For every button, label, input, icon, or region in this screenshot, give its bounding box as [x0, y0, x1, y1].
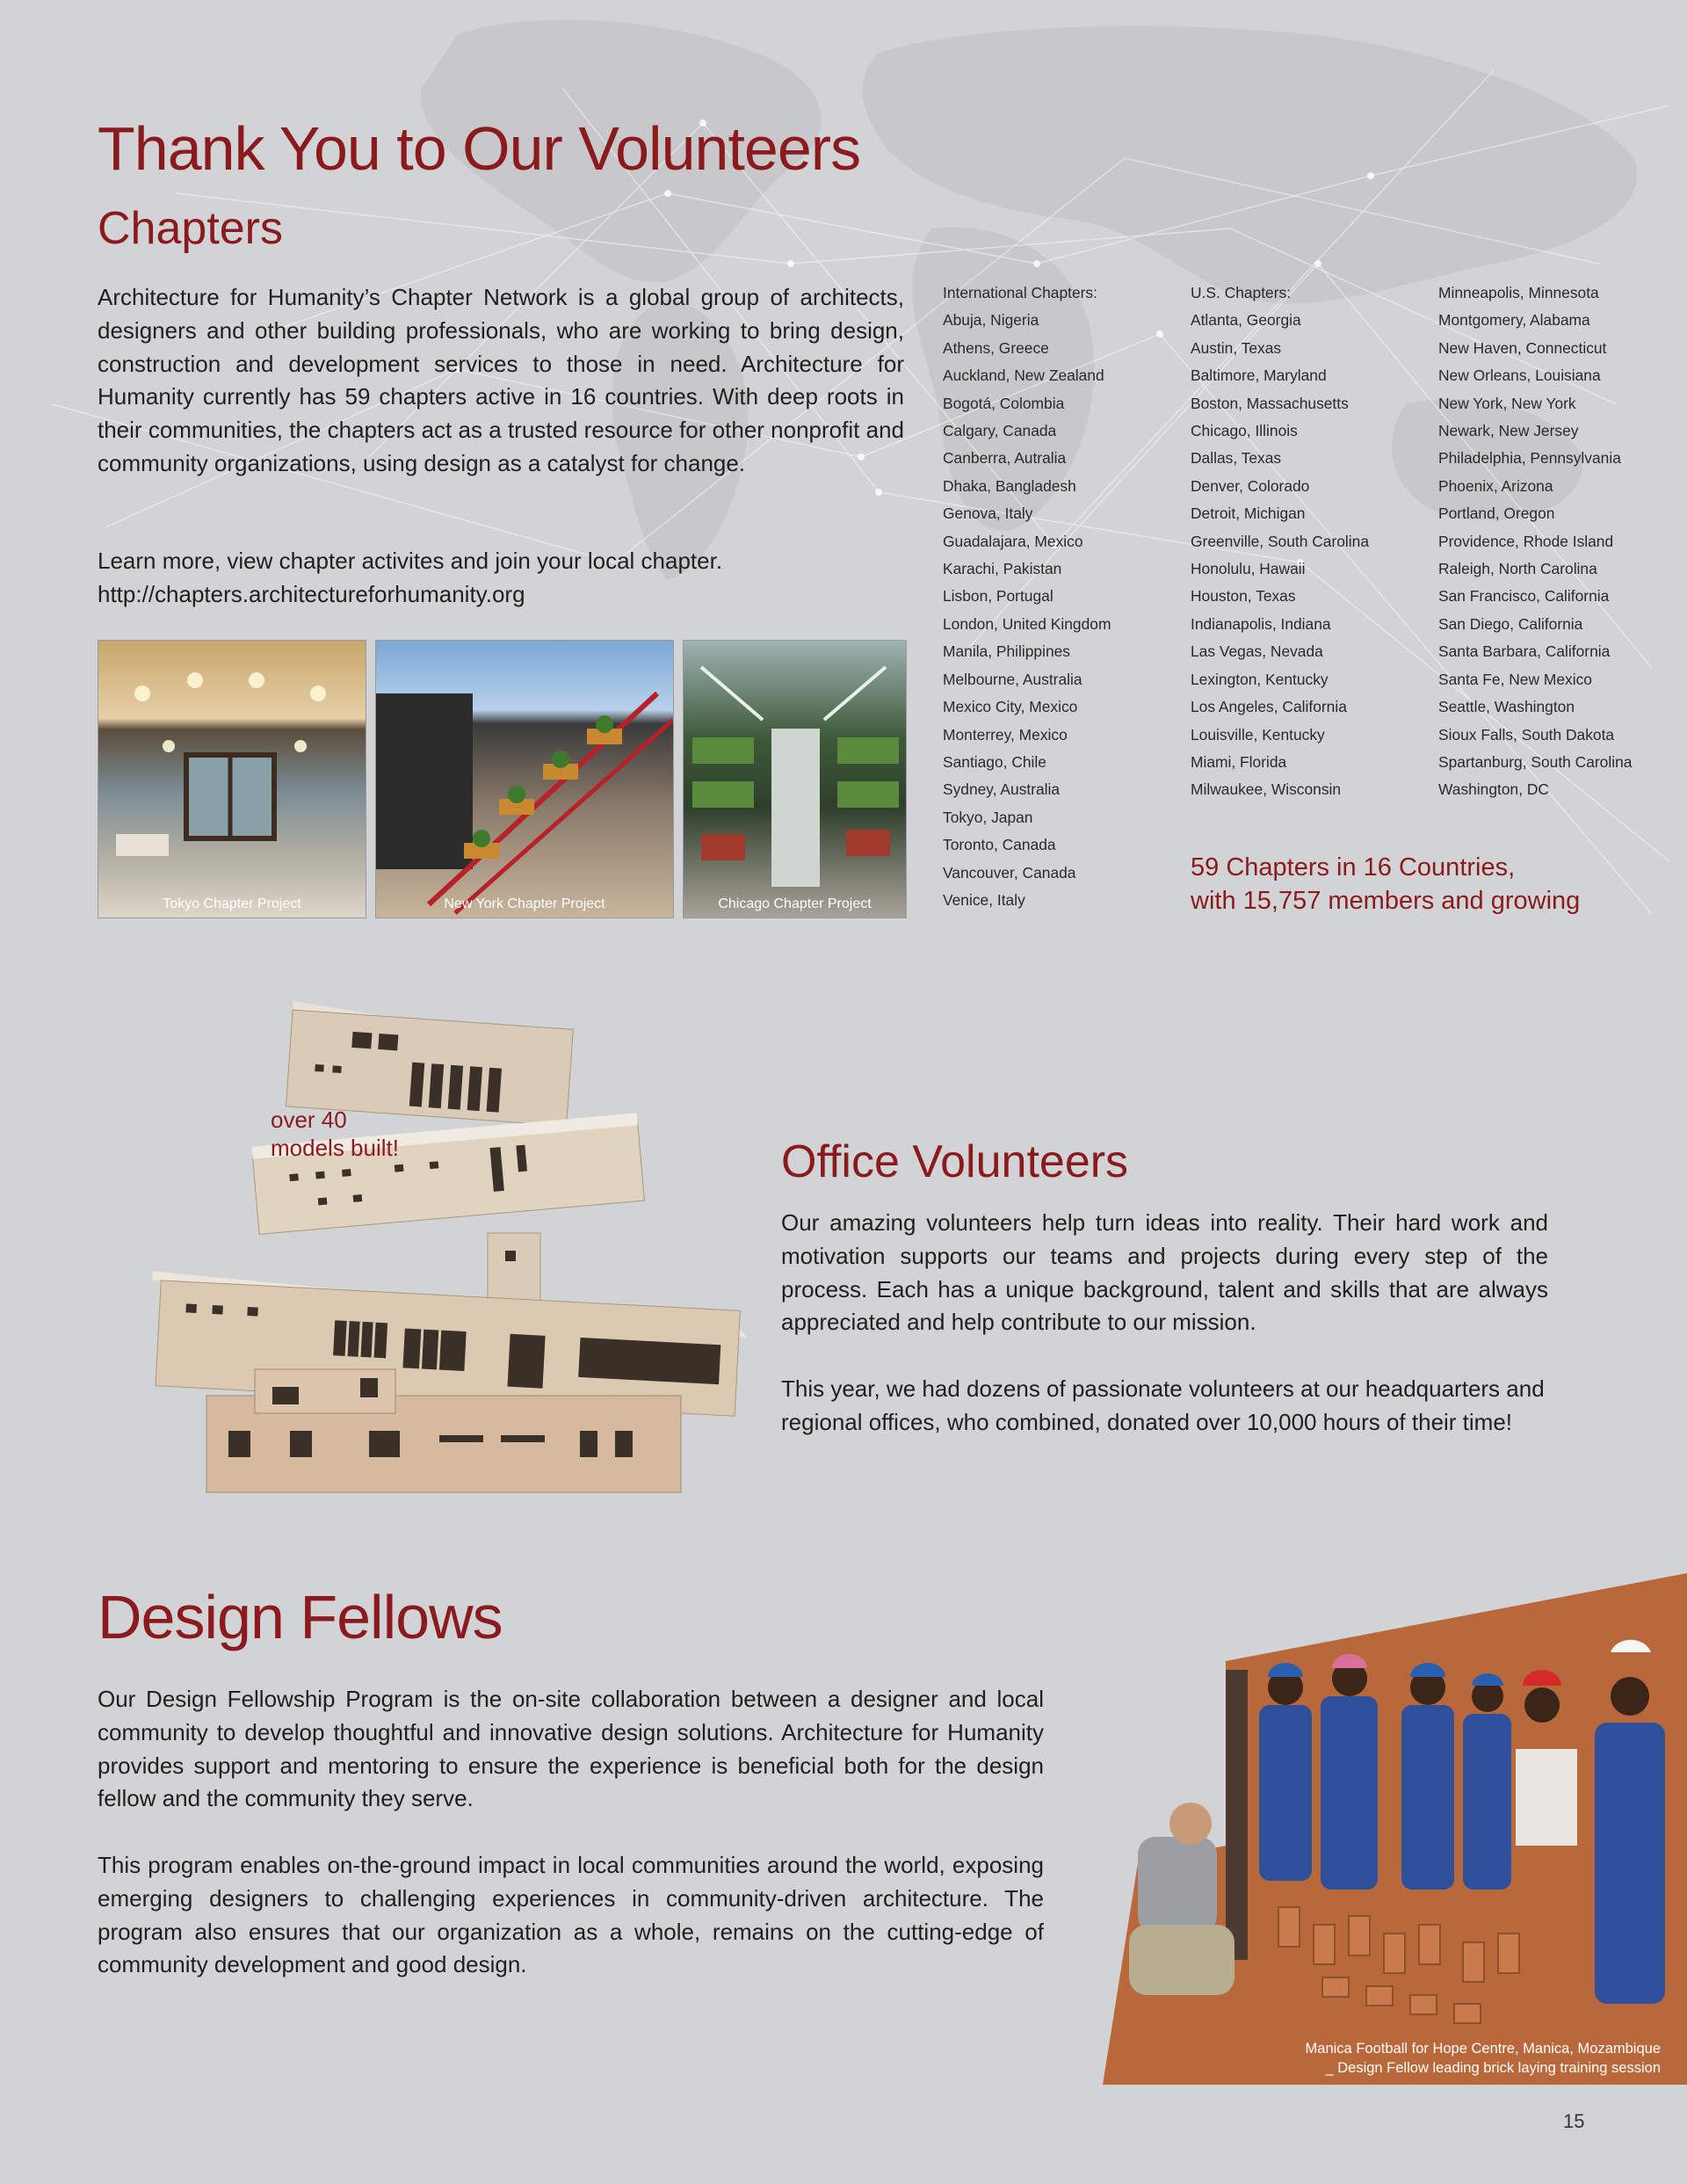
photo-caption: New York Chapter Project — [444, 896, 605, 911]
chapter-item: New Orleans, Louisiana — [1438, 366, 1601, 385]
photo-caption: Chicago Chapter Project — [718, 896, 872, 911]
chapter-item: Mexico City, Mexico — [943, 698, 1078, 716]
chapter-item: Dallas, Texas — [1191, 449, 1282, 468]
us-chapters-list-2 — [1438, 279, 1676, 804]
chapter-item: Milwaukee, Wisconsin — [1191, 780, 1342, 799]
office-volunteers-heading: Office Volunteers — [781, 1136, 1129, 1187]
chapter-item: Montgomery, Alabama — [1438, 311, 1590, 330]
chapter-item: Santa Barbara, California — [1438, 642, 1611, 661]
office-para-2: This year, we had dozens of passionate volunteers at our headquarters and regional offices, who combined, donated over 10,000 hours of their time! — [781, 1375, 1545, 1435]
chapter-item: Denver, Colorado — [1191, 476, 1310, 495]
chapter-item: Abuja, Nigeria — [943, 311, 1039, 330]
chapter-item: Austin, Texas — [1191, 338, 1282, 357]
chapter-item: Santa Fe, New Mexico — [1438, 670, 1592, 688]
chapter-item: Venice, Italy — [943, 890, 1025, 909]
list-header: International Chapters: — [943, 284, 1097, 301]
us-chapters-list-1 — [1191, 279, 1428, 804]
chapter-item: Spartanburg, South Carolina — [1438, 752, 1633, 771]
chapter-item: Baltimore, Maryland — [1191, 366, 1327, 385]
chapter-item: Melbourne, Australia — [943, 670, 1082, 688]
models-note-line2: models built! — [271, 1135, 399, 1161]
chapters-learn-more: Learn more, view chapter activites and join your local chapter. — [98, 548, 723, 574]
chapter-item: Indianapolis, Indiana — [1191, 614, 1331, 633]
chapters-stat-line2: with 15,757 members and growing — [1191, 887, 1581, 915]
chapter-item: Tokyo, Japan — [943, 808, 1033, 826]
chapter-item: Sioux Falls, South Dakota — [1438, 725, 1615, 744]
chapter-item: Guadalajara, Mexico — [943, 532, 1083, 550]
photo-caption: Tokyo Chapter Project — [163, 896, 301, 911]
chapter-item: San Francisco, California — [1438, 587, 1610, 606]
chapter-item: Houston, Texas — [1191, 587, 1296, 606]
chapter-item: Greenville, South Carolina — [1191, 532, 1369, 550]
page-title: Thank You to Our Volunteers — [98, 114, 861, 183]
chapter-item: Monterrey, Mexico — [943, 725, 1068, 744]
chicago-chapter-photo — [683, 640, 907, 918]
chapter-item: Providence, Rhode Island — [1438, 532, 1614, 550]
chapter-item: Sydney, Australia — [943, 780, 1061, 799]
chapter-item: Detroit, Michigan — [1191, 504, 1306, 523]
chapter-item: Louisville, Kentucky — [1191, 725, 1325, 744]
page-number: 15 — [1563, 2110, 1585, 2132]
chapter-item: Portland, Oregon — [1438, 504, 1555, 523]
photo-caption-line2: _ Design Fellow leading brick laying training session — [1325, 2060, 1661, 2076]
photo-caption — [1306, 2039, 1661, 2078]
chapter-item: Athens, Greece — [943, 338, 1049, 357]
chapter-item: Seattle, Washington — [1438, 698, 1575, 716]
chapter-item: Bogotá, Colombia — [943, 394, 1065, 412]
international-chapters-list — [943, 279, 1180, 914]
chapters-link[interactable]: http://chapters.architectureforhumanity.org — [98, 581, 525, 607]
chapter-item: Vancouver, Canada — [943, 863, 1076, 882]
chapter-item: Honolulu, Hawaii — [1191, 560, 1306, 578]
chapter-item: Washington, DC — [1438, 780, 1549, 799]
chapter-item: Boston, Massachusetts — [1191, 394, 1349, 412]
chapters-heading: Chapters — [98, 203, 283, 254]
chapters-stat — [1191, 851, 1580, 918]
chapter-item: Canberra, Autralia — [943, 449, 1067, 468]
chapter-item: Las Vegas, Nevada — [1191, 642, 1323, 661]
chapter-item: Atlanta, Georgia — [1191, 311, 1301, 330]
models-note-line1: over 40 — [271, 1107, 347, 1133]
chapter-item: Newark, New Jersey — [1438, 422, 1579, 440]
chapter-item: Miami, Florida — [1191, 752, 1287, 771]
chapter-item: Lisbon, Portugal — [943, 587, 1053, 606]
design-fellows-photo — [1103, 1573, 1687, 2085]
chapter-item: Lexington, Kentucky — [1191, 670, 1329, 688]
chapter-item: Chicago, Illinois — [1191, 422, 1298, 440]
chapter-item: Calgary, Canada — [943, 422, 1057, 440]
list-header: U.S. Chapters: — [1191, 284, 1292, 301]
chapter-item: Minneapolis, Minnesota — [1438, 284, 1599, 301]
chapter-item: Raleigh, North Carolina — [1438, 560, 1597, 578]
chapter-item: Genova, Italy — [943, 504, 1033, 523]
chapter-item: San Diego, California — [1438, 614, 1583, 633]
chapter-item: Auckland, New Zealand — [943, 366, 1104, 385]
chapter-item: Karachi, Pakistan — [943, 560, 1062, 578]
chapter-item: Manila, Philippines — [943, 642, 1071, 661]
architectural-models-image — [141, 991, 756, 1501]
chapter-item: Philadelphia, Pennsylvania — [1438, 449, 1621, 468]
chapters-stat-line1: 59 Chapters in 16 Countries, — [1191, 853, 1516, 882]
chapters-intro: Architecture for Humanity’s Chapter Network is a global group of architects, designers and other building professionals, who are working to bring design, construction and development services to those in need. Architecture for Humanity currently has 59 chapters active in 16 countries. With deep roots in their communities, the chapters act as a trusted resource for other nonprofit and community organizations, using design as a catalyst for change. — [98, 284, 904, 476]
chapter-item: Toronto, Canada — [943, 836, 1056, 854]
chapter-item: New Haven, Connecticut — [1438, 338, 1607, 357]
chapter-item: Dhaka, Bangladesh — [943, 476, 1076, 495]
chapter-item: Phoenix, Arizona — [1438, 476, 1553, 495]
fellows-para-1: Our Design Fellowship Program is the on-site collaboration between a designer and local community to develop thoughtful and innovative design solutions. Architecture for Humanity provides support and mentoring to ensure the experience is beneficial both for the design fellow and the community they serve. — [98, 1686, 1044, 1812]
chapter-item: London, United Kingdom — [943, 614, 1111, 633]
new-york-chapter-photo — [375, 640, 674, 918]
office-para-1: Our amazing volunteers help turn ideas into reality. Their hard work and motivation supports our teams and projects during every step of the process. Each has a unique background, talent and skills that are always appreciated and help contribute to our mission. — [781, 1209, 1548, 1336]
models-note — [271, 1106, 399, 1162]
chapter-item: New York, New York — [1438, 394, 1576, 412]
design-fellows-heading: Design Fellows — [98, 1583, 503, 1651]
chapter-item: Santiago, Chile — [943, 752, 1046, 771]
chapter-item: Los Angeles, California — [1191, 698, 1347, 716]
photo-caption-line1: Manica Football for Hope Centre, Manica, Mozambique — [1305, 2041, 1661, 2057]
tokyo-chapter-photo — [98, 640, 366, 918]
fellows-para-2: This program enables on-the-ground impact in local communities around the world, exposing emerging designers to challenging experiences in community-driven architecture. The program also ensures that our organization as a whole, remains on the cutting-edge of community development and good design. — [98, 1852, 1044, 1978]
